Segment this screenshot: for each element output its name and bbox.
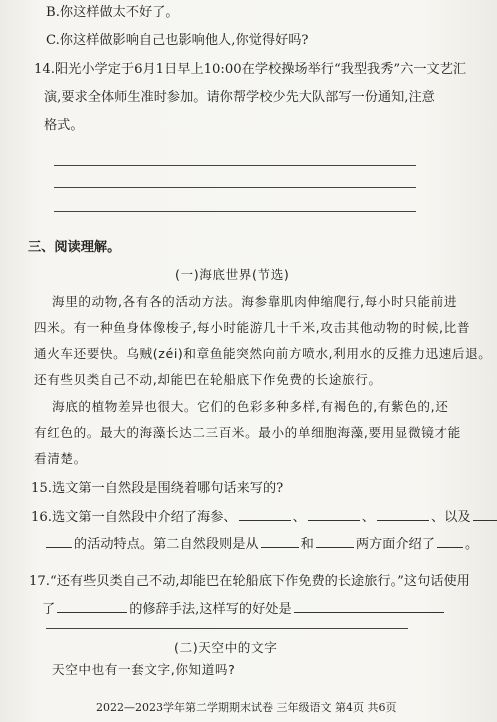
q15-text: 15.选文第一自然段是围绕着哪句话来写的?	[31, 481, 284, 496]
q16-blank-3[interactable]	[377, 508, 429, 521]
q16-line2-text-b: 和	[300, 537, 314, 552]
q14-line1: 14.阳光小学定于6月1日早上10:00在学校操场举行“我型我秀”六一文艺汇	[34, 62, 467, 77]
passage2-title: (二)天空中的文字	[174, 640, 278, 655]
q13-option-b: B.你这样做太不好了。	[46, 5, 179, 20]
q16-line2-text-c: 两方面介绍了	[355, 537, 435, 552]
q17-line2-text-a: 了	[42, 602, 56, 617]
answer-line-1[interactable]	[54, 165, 416, 166]
q16-line1-prefix: 16.选文第一自然段中介绍了海参、	[31, 510, 237, 525]
q16-blank-4[interactable]	[473, 508, 497, 521]
p2-line2: 有红色的。最大的海藻长达二三百米。最小的单细胞海藻,要用显微镜才能	[34, 425, 461, 440]
passage1-title: (一)海底世界(节选)	[175, 267, 290, 282]
answer-line-3[interactable]	[54, 211, 416, 212]
q16-blank-6[interactable]	[261, 535, 299, 548]
q17-line2-text-b: 的修辞手法,这样写的好处是	[129, 602, 292, 617]
page-footer: 2022—2023学年第二学期期末试卷 三年级语文 第4页 共6页	[96, 701, 397, 714]
passage2-first-line: 天空中也有一套文字,你知道吗?	[52, 662, 236, 677]
q16-blank-1[interactable]	[239, 508, 291, 521]
q16-line1	[31, 508, 497, 526]
p1-line4: 还有些贝类自己不动,却能巴在轮船底下作免费的长途旅行。	[34, 372, 382, 387]
q16-line2-text-a: 的活动特点。第二自然段则是从	[74, 537, 259, 552]
q17-line1: 17.“还有些贝类自己不动,却能巴在轮船底下作免费的长途旅行。”这句话使用	[29, 574, 470, 589]
q16-line1-suffix: 、以及	[430, 510, 471, 525]
q16-blank-7[interactable]	[316, 535, 354, 548]
p1-line2: 四米。有一种鱼身体像梭子,每小时能游几十千米,攻击其他动物的时候,比普	[34, 320, 471, 335]
q16-sep-2: 、	[361, 510, 375, 525]
q17-blank-1[interactable]	[57, 600, 127, 613]
q16-blank-8[interactable]	[437, 535, 463, 548]
q14-line2: 演,要求全体师生准时参加。请你帮学校少先大队部写一份通知,注意	[44, 90, 435, 105]
p1-line1: 海里的动物,各有各的活动方法。海参靠肌肉伸缩爬行,每小时只能前进	[52, 294, 458, 309]
q16-sep-1: 、	[292, 510, 306, 525]
q16-line2-end: 。	[464, 537, 479, 552]
q16-blank-5[interactable]	[46, 535, 72, 548]
q16-blank-2[interactable]	[308, 508, 360, 521]
answer-line-2[interactable]	[54, 187, 416, 188]
q17-line2	[42, 600, 446, 618]
section-heading: 三、阅读理解。	[28, 240, 121, 255]
q17-answer-line[interactable]	[46, 628, 408, 629]
q13-option-c: C.你这样做影响自己也影响他人,你觉得好吗?	[46, 33, 309, 48]
q17-blank-2[interactable]	[294, 600, 444, 613]
q16-line2	[44, 535, 478, 553]
p2-line1: 海底的植物差异也很大。它们的色彩多种多样,有褐色的,有紫色的,还	[52, 399, 449, 414]
q14-line3: 格式。	[44, 118, 84, 133]
p1-line3: 通火车还要快。乌贼(zéi)和章鱼能突然向前方喷水,利用水的反推力迅速后退。	[34, 346, 492, 361]
p2-line3: 看清楚。	[34, 451, 87, 466]
